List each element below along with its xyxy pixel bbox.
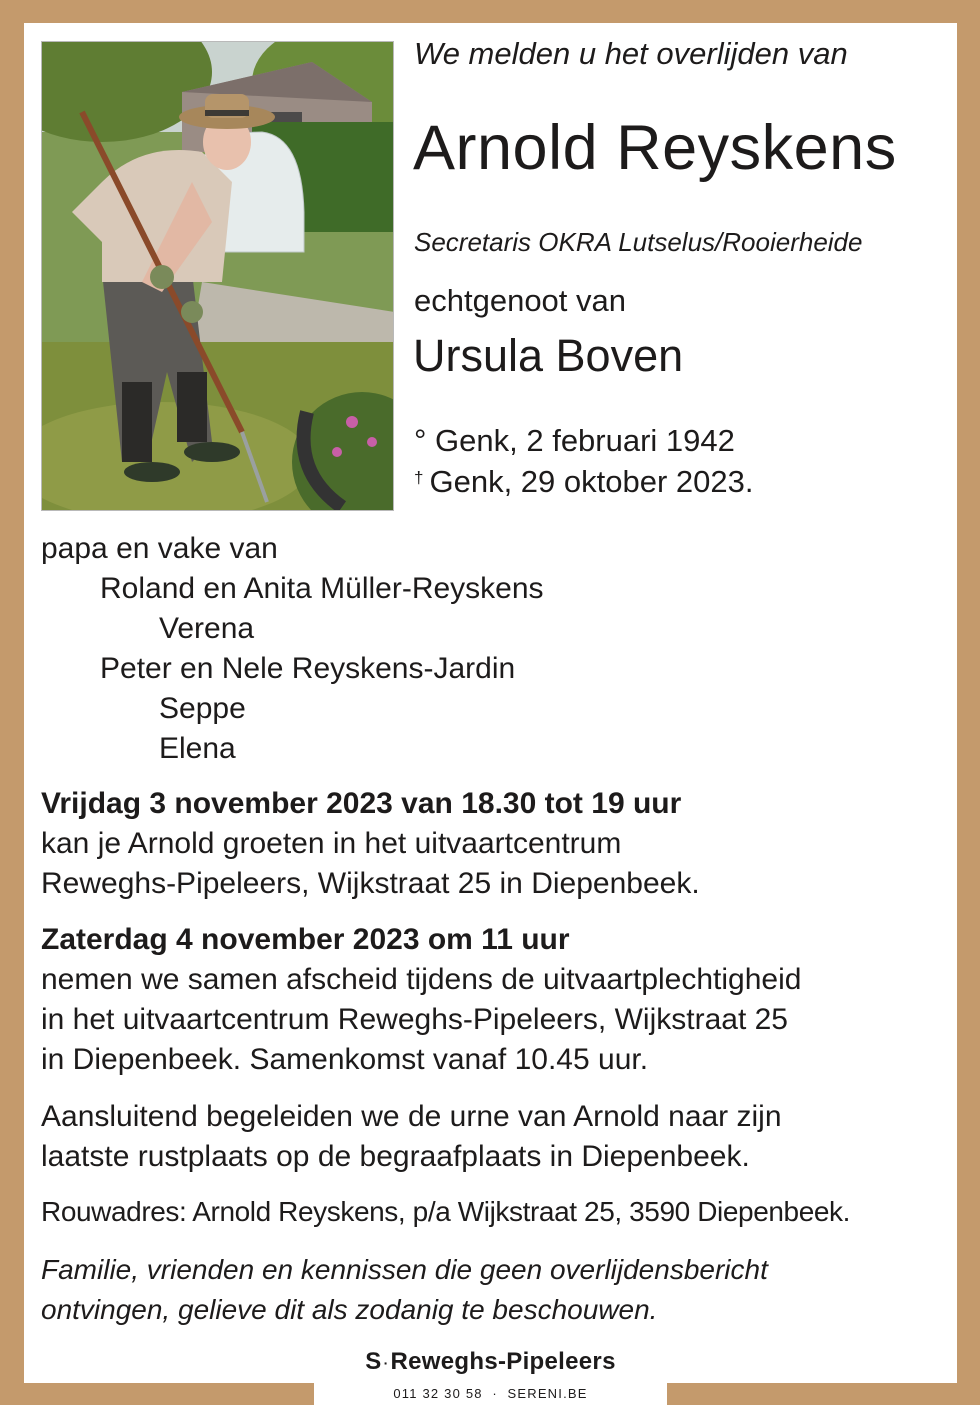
closing-note-line: Familie, vrienden en kennissen die geen overlijdensbericht	[41, 1254, 768, 1285]
logo-dot: ·	[383, 1354, 389, 1371]
spouse-name: Ursula Boven	[413, 330, 684, 381]
ceremony-line: in het uitvaartcentrum Reweghs-Pipeleers, Wijkstraat 25	[41, 1003, 788, 1036]
spouse-intro: echtgenoot van	[414, 283, 627, 318]
funeral-home-logo	[314, 1348, 667, 1376]
ceremony-paragraph	[41, 920, 801, 1080]
frame-bottom-right-border	[667, 1383, 980, 1405]
burial-line: laatste rustplaats op de begraafplaats in Diepenbeek.	[41, 1140, 750, 1173]
ceremony-line: in Diepenbeek. Samenkomst vanaf 10.45 uur.	[41, 1043, 649, 1076]
logo-prefix: S	[365, 1348, 382, 1375]
deceased-role: Secretaris OKRA Lutselus/Rooierheide	[414, 227, 863, 257]
funeral-home-contact	[314, 1386, 667, 1401]
family-intro: papa en vake van	[41, 532, 278, 565]
closing-note-line: ontvingen, gelieve dit als zodanig te beschouwen.	[41, 1294, 658, 1325]
visitation-heading: Vrijdag 3 november 2023 van 18.30 tot 19 uur	[41, 787, 682, 820]
family-member: Elena	[159, 732, 236, 765]
closing-note	[41, 1250, 768, 1330]
family-member: Roland en Anita Müller-Reyskens	[100, 572, 544, 605]
visitation-line: kan je Arnold groeten in het uitvaartcentrum	[41, 827, 622, 860]
frame-top-border	[0, 0, 980, 23]
ceremony-line: nemen we samen afscheid tijdens de uitvaartplechtigheid	[41, 963, 802, 996]
burial-line: Aansluitend begeleiden we de urne van Arnold naar zijn	[41, 1100, 782, 1133]
mourning-address: Rouwadres: Arnold Reyskens, p/a Wijkstraat 25, 3590 Diepenbeek.	[41, 1196, 851, 1227]
logo-name: Reweghs-Pipeleers	[390, 1348, 616, 1375]
deceased-name: Arnold Reyskens	[413, 113, 897, 183]
death-symbol: †	[414, 468, 424, 487]
death-date: Genk, 29 oktober 2023.	[429, 464, 754, 499]
contact-separator: ·	[492, 1386, 498, 1401]
death-line	[414, 464, 753, 500]
portrait-photo	[41, 41, 394, 511]
birth-line	[414, 423, 735, 459]
visitation-line: Reweghs-Pipeleers, Wijkstraat 25 in Diepenbeek.	[41, 867, 700, 900]
burial-paragraph	[41, 1097, 782, 1177]
birth-date: Genk, 2 februari 1942	[435, 423, 735, 458]
family-list	[41, 529, 544, 769]
family-member: Peter en Nele Reyskens-Jardin	[100, 652, 516, 685]
family-member: Seppe	[159, 692, 246, 725]
frame-right-border	[957, 0, 980, 1405]
visitation-paragraph	[41, 784, 700, 904]
birth-symbol: °	[414, 423, 427, 458]
frame-bottom-left-border	[0, 1383, 314, 1405]
announcement-intro: We melden u het overlijden van	[414, 36, 848, 71]
contact-website: SERENI.BE	[507, 1386, 588, 1401]
frame-left-border	[0, 0, 24, 1405]
family-member: Verena	[159, 612, 255, 645]
ceremony-heading: Zaterdag 4 november 2023 om 11 uur	[41, 923, 570, 956]
contact-phone: 011 32 30 58	[393, 1386, 483, 1401]
